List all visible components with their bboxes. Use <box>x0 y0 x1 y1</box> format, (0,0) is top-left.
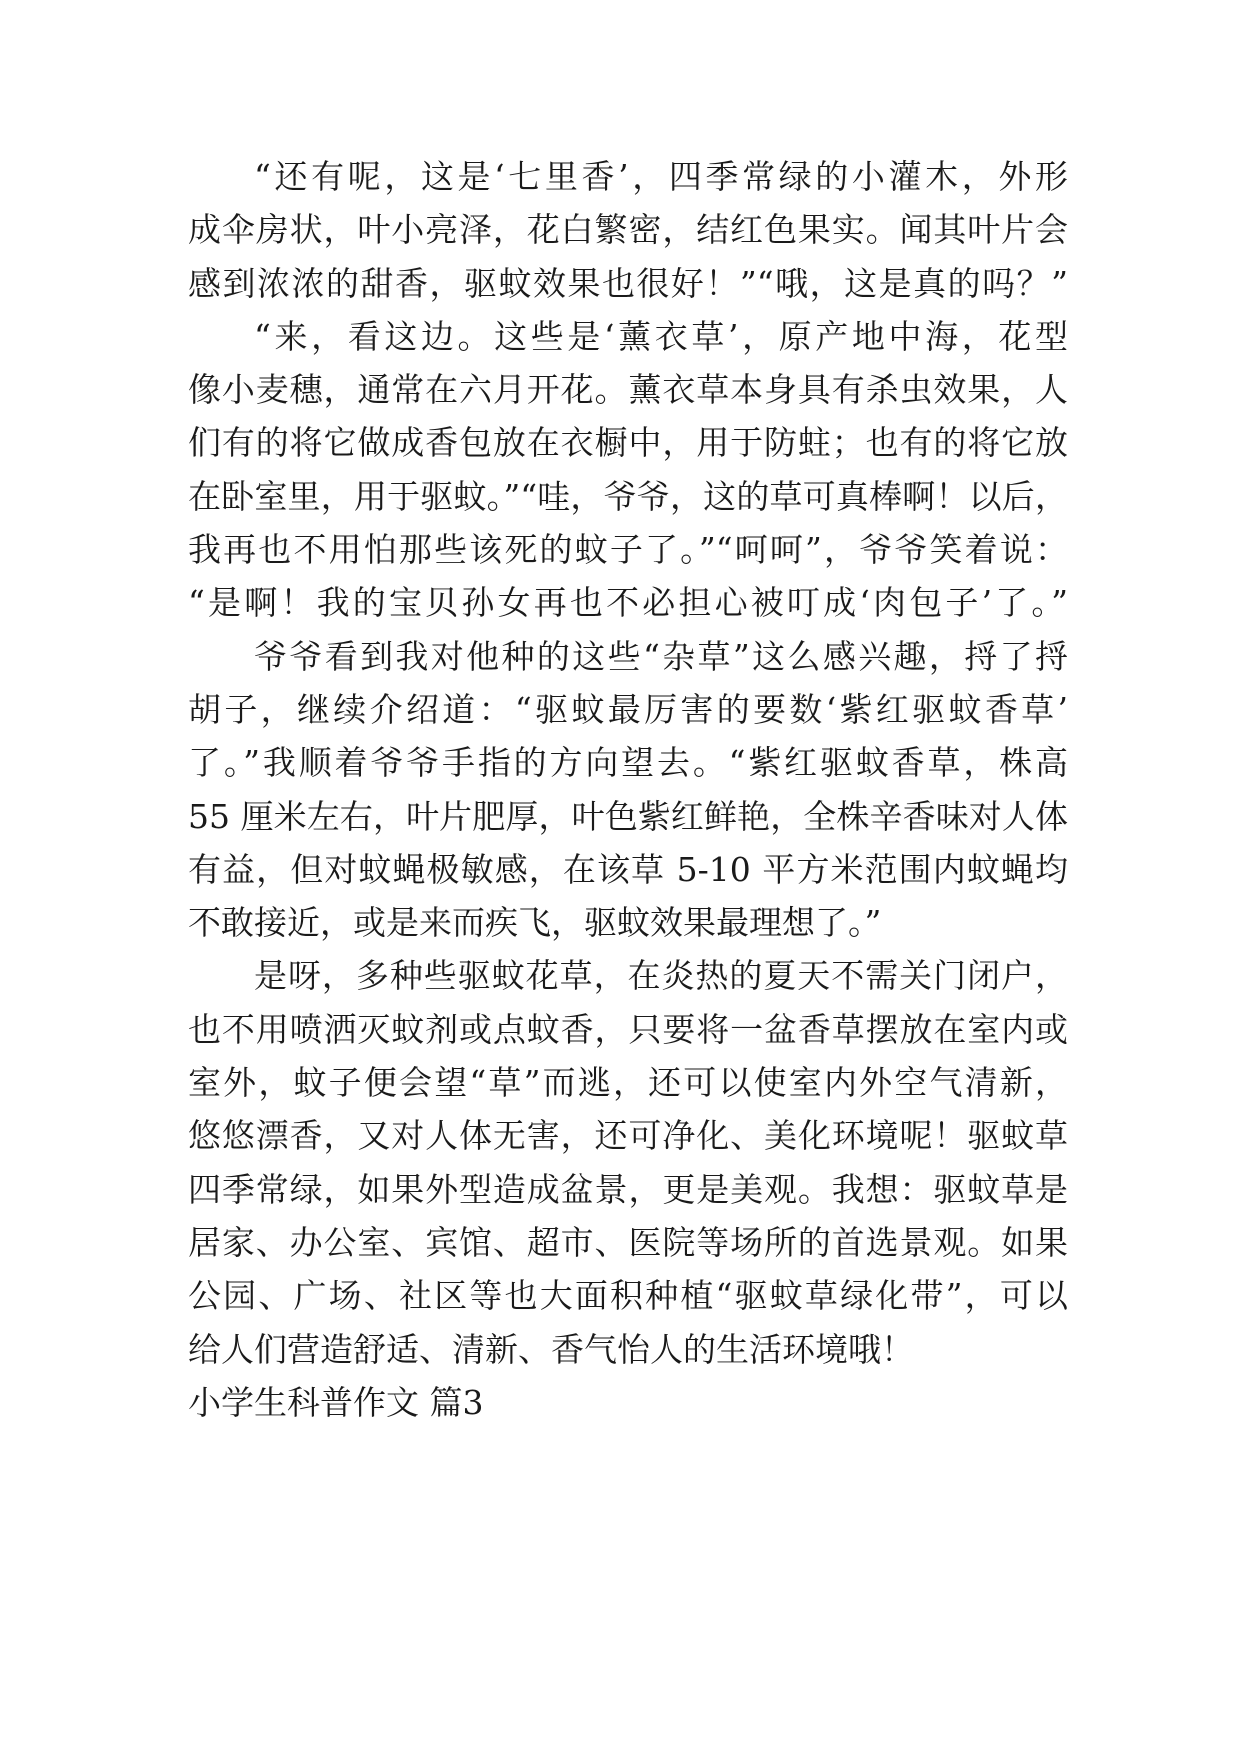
text-line: “是啊！我的宝贝孙女再也不必担心被叮成‘肉包子’了。” <box>188 583 1068 623</box>
text-line: 像小麦穗，通常在六月开花。薰衣草本身具有杀虫效果，人 <box>188 370 1068 410</box>
text-line: 室外，蚊子便会望“草”而逃，还可以使室内外空气清新， <box>188 1063 1068 1103</box>
text-line: 感到浓浓的甜香，驱蚊效果也很好！”“哦，这是真的吗？” <box>188 263 1068 303</box>
text-line: 有益，但对蚊蝇极敏感，在该草 5-10 平方米范围内蚊蝇均 <box>188 849 1068 889</box>
paragraph <box>188 949 1068 1375</box>
text-line: “来，看这边。这些是‘薰衣草’，原产地中海，花型 <box>254 316 1068 356</box>
text-line: 我再也不用怕那些该死的蚊子了。”“呵呵”，爷爷笑着说： <box>188 530 1068 570</box>
text-line: 居家、办公室、宾馆、超市、医院等场所的首选景观。如果 <box>188 1222 1068 1262</box>
text-line: 四季常绿，如果外型造成盆景，更是美观。我想：驱蚊草是 <box>188 1169 1068 1209</box>
text-line: 不敢接近，或是来而疾飞，驱蚊效果最理想了。” <box>188 903 882 943</box>
paragraph <box>188 310 1068 630</box>
paragraph <box>188 630 1068 950</box>
text-line: 胡子，继续介绍道：“驱蚊最厉害的要数‘紫红驱蚊香草’ <box>188 689 1068 729</box>
text-line: 给人们营造舒适、清新、香气怡人的生活环境哦！ <box>188 1329 914 1369</box>
text-line: 爷爷看到我对他种的这些“杂草”这么感兴趣，捋了捋 <box>254 636 1068 676</box>
text-line: 在卧室里，用于驱蚊。”“哇，爷爷，这的草可真棒啊！以后， <box>188 476 1068 516</box>
text-line: 们有的将它做成香包放在衣橱中，用于防蛀；也有的将它放 <box>188 423 1068 463</box>
text-line: 也不用喷洒灭蚊剂或点蚊香，只要将一盆香草摆放在室内或 <box>188 1009 1068 1049</box>
text-line: 是呀，多种些驱蚊花草，在炎热的夏天不需关门闭户， <box>254 956 1068 996</box>
text-line: 55 厘米左右，叶片肥厚，叶色紫红鲜艳，全株辛香味对人体 <box>188 796 1068 836</box>
section-heading: 小学生科普作文 篇3 <box>188 1382 484 1422</box>
text-line: 公园、广场、社区等也大面积种植“驱蚊草绿化带”，可以 <box>188 1276 1068 1316</box>
text-line: 悠悠漂香，又对人体无害，还可净化、美化环境呢！驱蚊草 <box>188 1116 1068 1156</box>
text-line: 成伞房状，叶小亮泽，花白繁密，结红色果实。闻其叶片会 <box>188 210 1068 250</box>
paragraph <box>188 150 1068 310</box>
text-line: 了。”我顺着爷爷手指的方向望去。“紫红驱蚊香草，株高 <box>188 743 1068 783</box>
text-line: “还有呢，这是‘七里香’，四季常绿的小灌木，外形 <box>254 157 1068 196</box>
article-body <box>188 150 1068 1429</box>
